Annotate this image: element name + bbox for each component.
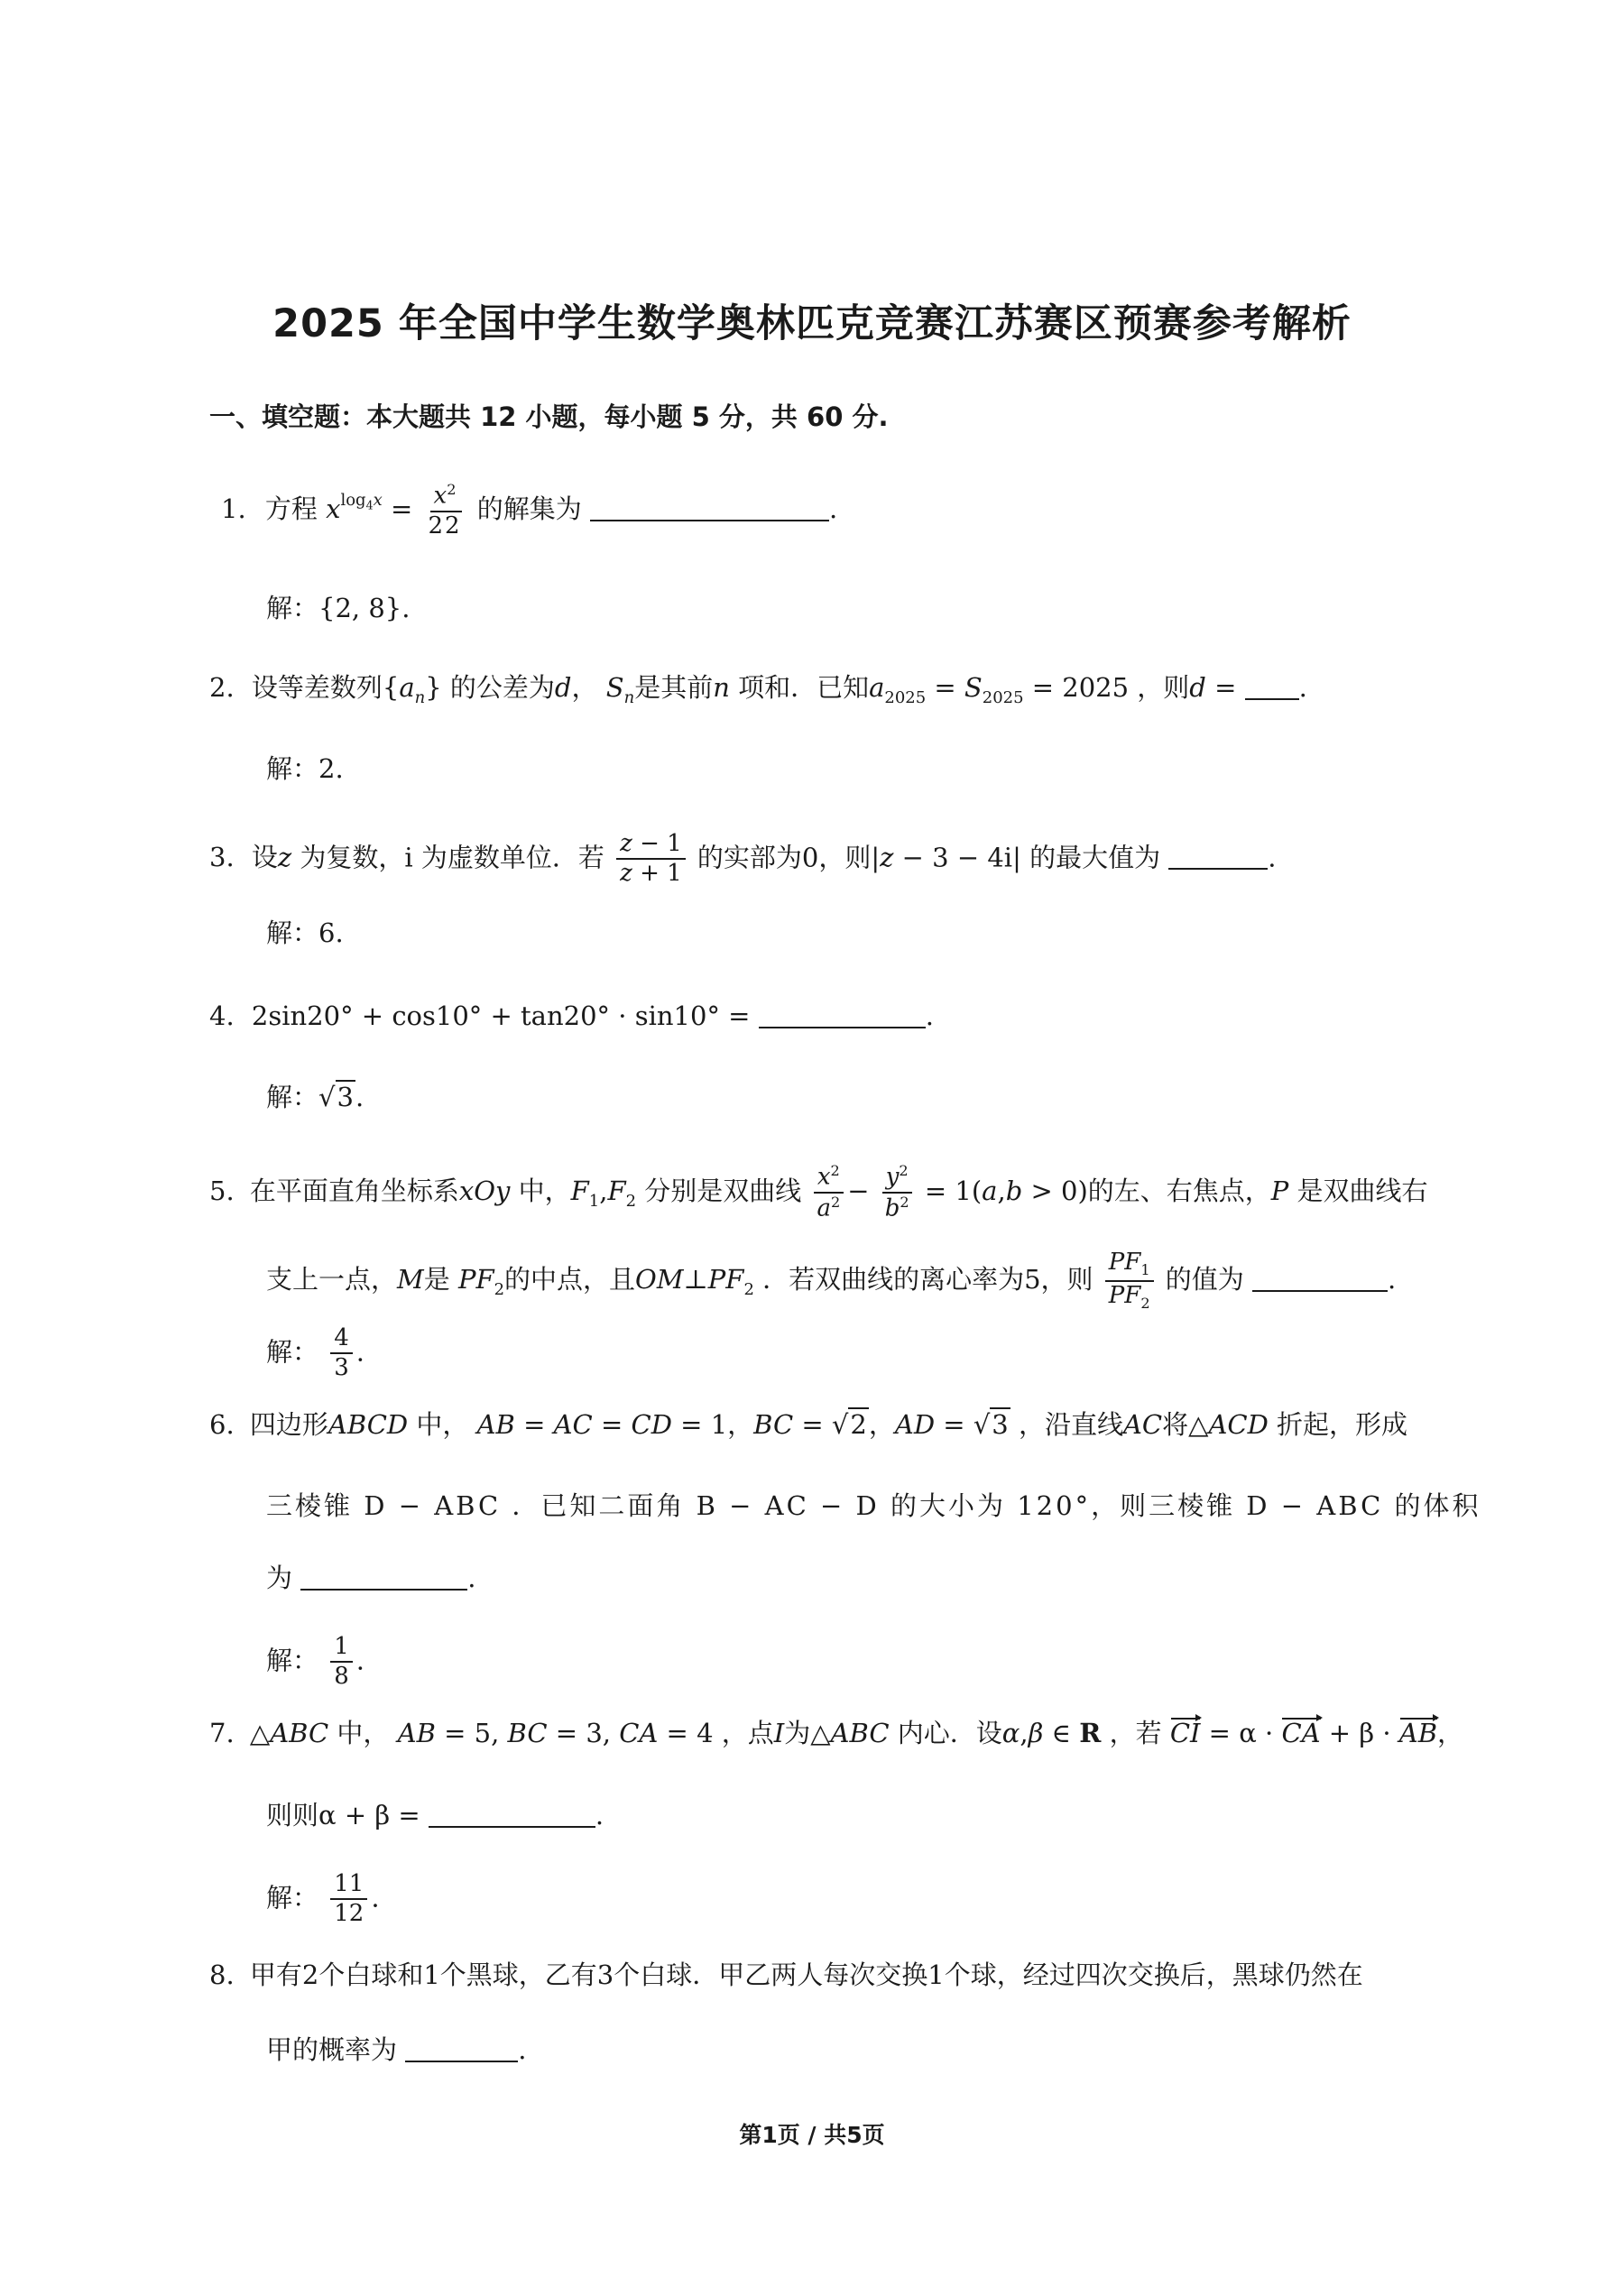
- answer-2: 解：2.: [266, 753, 344, 784]
- problem-2: 2. 设等差数列$\{a_n\}$ 的公差为d， $S_n$是其前n 项和．已知$a_{2025} = S_{2025} = 2025$ ，则d = .: [209, 672, 1307, 707]
- answer-blank: [429, 1824, 595, 1828]
- problem-5: 5. 在平面直角坐标系xOy 中，$F_1,F_2$ 分别是双曲线 $\frac{x^2}{a^2}$ − $\frac{y^2}{b^2}$ = 1(a,b > 0)的左、右焦点，P 是双曲线右: [209, 1162, 1428, 1222]
- problem-6-line-3: 为 .: [266, 1563, 476, 1593]
- problem-4: 4. 2sin20° + cos10° + tan20° · sin10° = .: [209, 1000, 934, 1031]
- answer-blank: [1168, 866, 1268, 870]
- section-heading: 一、填空题：本大题共 12 小题，每小题 5 分，共 60 分.: [209, 401, 889, 432]
- answer-blank: [590, 518, 829, 521]
- answer-3: 解：6.: [266, 917, 344, 948]
- answer-blank: [1252, 1288, 1388, 1292]
- answer-blank: [759, 1025, 926, 1028]
- problem-number: 1.: [221, 493, 246, 525]
- problem-7: 7. △ABC 中， AB = 5, BC = 3, CA = 4 ，点I为△ABC 内心．设α,β ∈ R ，若 CI = α · CA + β · AB，: [209, 1718, 1464, 1748]
- answer-blank: [300, 1587, 467, 1591]
- problem-3: 3. 设z 为复数，i 为虚数单位．若 $\frac{z - 1}{z + 1}$ 的实部为0，则|z − 3 − 4i| 的最大值为 .: [209, 830, 1277, 888]
- answer-blank: [1245, 696, 1299, 700]
- answer-5: 解： $\frac{4}{3}$ .: [266, 1324, 364, 1382]
- problem-7-line-2: 则则α + β = .: [266, 1800, 604, 1830]
- problem-5-line-2: 支上一点，M是 $PF_2$的中点，且$OM\perp PF_2$ ．若双曲线的离心率为5，则 $\frac{PF_1}{PF_2}$ 的值为 .: [266, 1249, 1397, 1313]
- answer-blank: [405, 2059, 518, 2062]
- answer-7: 解： $\frac{11}{12}$ .: [266, 1870, 380, 1928]
- document-title: 2025 年全国中学生数学奥林匹克竞赛江苏赛区预赛参考解析: [272, 301, 1352, 346]
- problem-8: 8. 甲有2个白球和1个黑球，乙有3个白球．甲乙两人每次交换1个球，经过四次交换后，黑球仍然在: [209, 1959, 1363, 1990]
- problem-6-line-2: 三棱锥 D − ABC ．已知二面角 B − AC − D 的大小为 120°，则三棱锥 D − ABC 的体积: [266, 1490, 1481, 1521]
- answer-1: 解：{2, 8}.: [266, 593, 411, 623]
- answer-6: 解： $\frac{1}{8}$ .: [266, 1633, 364, 1691]
- problem-6: 6. 四边形ABCD 中， AB = AC = CD = 1，BC = √2，AD = √3 ，沿直线AC将△ACD 折起，形成: [209, 1409, 1408, 1440]
- page-footer: 第1页 / 共5页: [739, 2122, 885, 2148]
- answer-4: 解：√3.: [266, 1082, 364, 1112]
- problem-8-line-2: 甲的概率为 .: [266, 2034, 527, 2065]
- problem-1: 1. 方程 $x^{log_4x}$ = $\frac{x^2}{22}$ 的解集为 .: [221, 481, 838, 539]
